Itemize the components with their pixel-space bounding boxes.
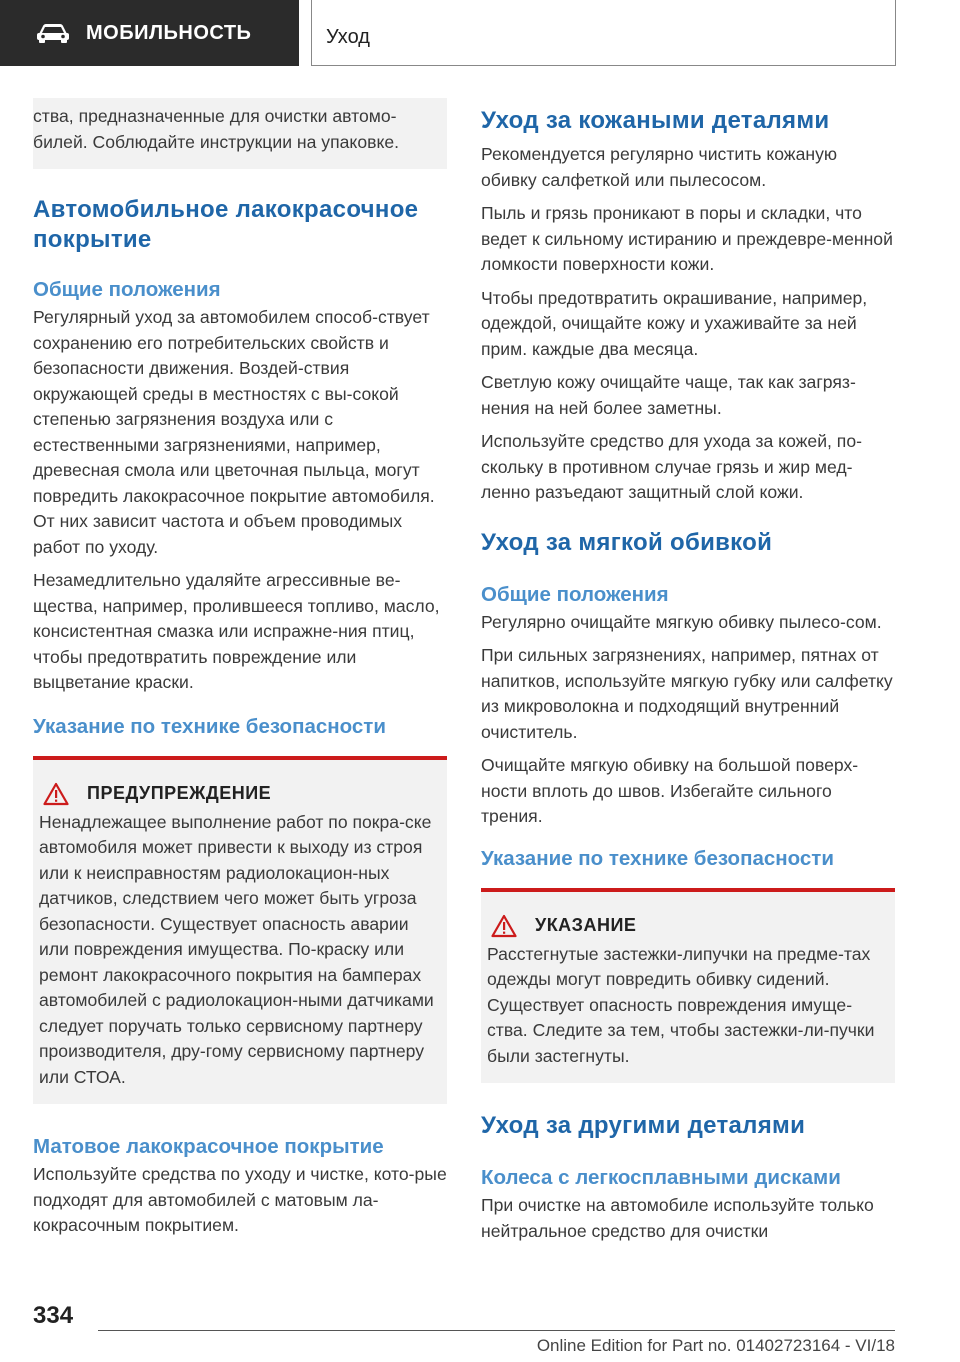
notice-text: Расстегнутые застежки-липучки на предме-тах одежды могут повредить обивку сидений. Существует опасность повреждения имуще-ства. Следите за тем, чтобы застежки-ли-пучки были застегнуты. <box>487 943 875 1066</box>
notice-title: УКАЗАНИЕ <box>535 915 637 935</box>
edition-text: Online Edition for Part no. 01402723164 - VI/18 <box>536 1336 895 1355</box>
subheading-general: Общие положения <box>33 278 221 301</box>
section-title-box <box>311 0 896 66</box>
heading-leather-care: Уход за кожаными деталями <box>481 107 830 134</box>
paragraph-soft-2: При сильных загрязнениях, например, пятнах от напитков, используйте мягкую губку или салфетку из микроволокна и подходящий внутренний очиститель. <box>481 645 893 742</box>
paragraph-leather-1: Рекомендуется регулярно чистить кожаную обивку салфеткой или пылесосом. <box>481 144 838 190</box>
subheading-safety-right: Указание по технике безопасности <box>481 846 834 870</box>
left-column <box>33 98 447 1247</box>
page-footer <box>0 1296 960 1362</box>
warning-triangle-icon <box>43 782 69 806</box>
subheading-general-right: Общие положения <box>481 582 669 606</box>
heading-soft-upholstery: Уход за мягкой обивкой <box>481 528 773 556</box>
intro-text: ства, предназначенные для очистки автомо-билей. Соблюдайте инструкции на упаковке. <box>33 106 400 152</box>
paragraph-wheels: При очистке на автомобиле используйте только нейтральное средство для очистки <box>481 1195 874 1241</box>
warning-text: Ненадлежащее выполнение работ по покра-ске автомобиля может привести к выходу из строя или к неисправностям радиолокацион-ных датчиков, следствием чего может быть угроза безопасности. Существует опасность аварии или повреждения имущества. По-краску или ремонт лакокрасочного покрытия на бамперах автомобилей с радиолокацион-ными датчиками следует поручать только сервисному партнеру производителя, дру-гому сервисному партнеру или СТОА. <box>39 811 434 1087</box>
chapter-title: МОБИЛЬНОСТЬ <box>86 21 252 44</box>
paragraph-aggressive-substances: Незамедлительно удаляйте агрессивные ве-щества, например, пролившееся топливо, масло, консистентная смазка или испражне-ния птиц, чтобы предотвратить повреждение или выцветание краски. <box>33 570 440 692</box>
subheading-alloy-wheels: Колеса с легкосплавными дисками <box>481 1166 841 1189</box>
paragraph-paint-care: Регулярный уход за автомобилем способ-ствует сохранению его потребительских свойств и безопасности движения. Воздей-ствия окружающей среды в местностях с вы-сокой степенью загрязнения воздуха или с естественными загрязнениями, например, древесная смола или цветочная пыльца, могут повредить лакокрасочное покрытие автомобиля. От них зависит частота и объем проводимых работ по уходу. <box>33 307 435 557</box>
paragraph-soft-1: Регулярно очищайте мягкую обивку пылесо-сом. <box>481 611 882 632</box>
right-column <box>481 98 895 1252</box>
paragraph-soft-3: Очищайте мягкую обивку на большой поверх-ности вплоть до швов. Избегайте сильного трения. <box>481 755 859 826</box>
car-icon <box>36 22 70 44</box>
paragraph-leather-5: Используйте средство для ухода за кожей, по-скольку в противном случае грязь и жир мед-ленно разъедают защитный слой кожи. <box>481 431 862 502</box>
subheading-safety: Указание по технике безопасности <box>33 714 386 738</box>
paragraph-leather-2: Пыль и грязь проникают в поры и складки, что ведет к сильному истиранию и преждевре-менной ломкости поверхности кожи. <box>481 203 893 274</box>
section-title: Уход <box>326 26 370 48</box>
warning-header <box>39 782 439 806</box>
heading-car-paint: Автомобильное лакокрасочное покрытие <box>33 196 419 253</box>
intro-box <box>33 98 447 169</box>
notice-box <box>481 888 895 1084</box>
footer-divider <box>98 1330 895 1331</box>
chapter-tab <box>0 0 299 66</box>
heading-other-parts: Уход за другими деталями <box>481 1112 806 1139</box>
page-number: 334 <box>33 1302 74 1329</box>
warning-title: ПРЕДУПРЕЖДЕНИЕ <box>87 783 272 803</box>
warning-box <box>33 756 447 1105</box>
notice-header <box>487 914 887 938</box>
paragraph-leather-4: Светлую кожу очищайте чаще, так как загряз-нения на ней более заметны. <box>481 372 856 418</box>
page-header <box>0 0 960 66</box>
warning-triangle-icon <box>491 914 517 938</box>
paragraph-matte-paint: Используйте средства по уходу и чистке, кото-рые подходят для автомобилей с матовым ла-кокрасочным покрытием. <box>33 1164 447 1235</box>
paragraph-leather-3: Чтобы предотвратить окрашивание, например, одеждой, очищайте кожу и ухаживайте за ней прим. каждые два месяца. <box>481 287 868 359</box>
subheading-matte-paint: Матовое лакокрасочное покрытие <box>33 1135 384 1158</box>
